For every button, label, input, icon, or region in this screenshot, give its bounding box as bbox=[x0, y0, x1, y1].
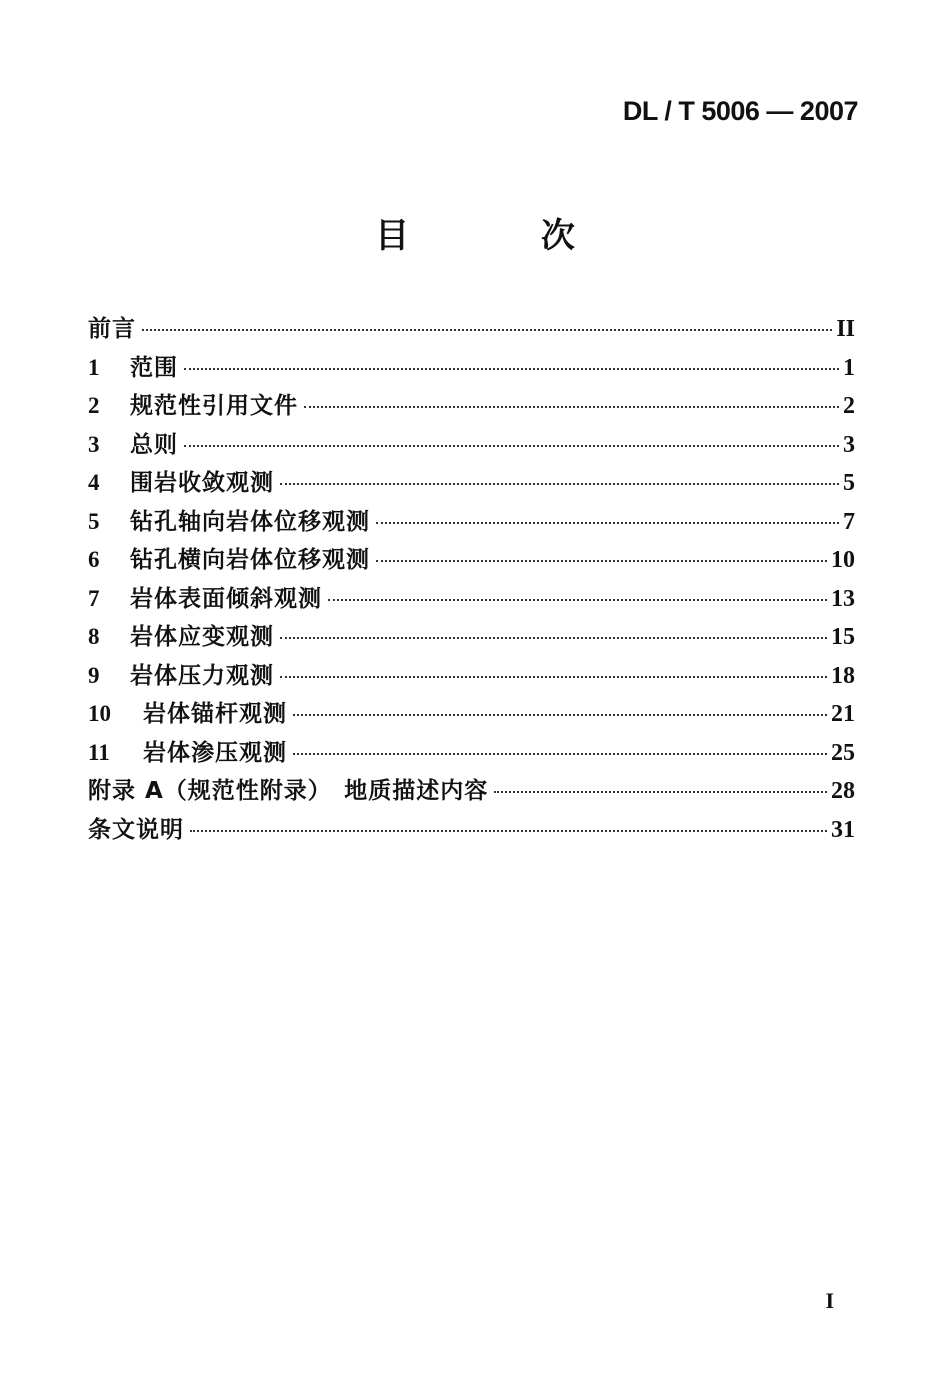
dot-leader bbox=[293, 714, 827, 716]
toc-entry-explanation[interactable] bbox=[88, 811, 855, 850]
toc-entry-number: 4 bbox=[88, 470, 100, 495]
toc-entry-number: 10 bbox=[88, 701, 111, 726]
toc-entry-number: 7 bbox=[88, 585, 100, 611]
toc-entry-number: 11 bbox=[88, 739, 110, 765]
toc-entry-8[interactable] bbox=[88, 618, 855, 657]
page-number: I bbox=[825, 1288, 834, 1313]
dot-leader bbox=[304, 406, 839, 408]
dot-leader bbox=[184, 445, 839, 447]
toc-entry-label: 岩体压力观测 bbox=[130, 662, 274, 689]
toc-entry-number: 3 bbox=[88, 431, 100, 457]
dot-leader bbox=[190, 830, 827, 832]
toc-entry-page: II bbox=[836, 316, 855, 342]
toc-entry-label: 围岩收敛观测 bbox=[130, 470, 274, 496]
table-of-contents bbox=[88, 310, 855, 849]
toc-entry-appendix-a[interactable] bbox=[88, 772, 855, 811]
toc-entry-page: 3 bbox=[843, 431, 855, 458]
toc-entry-number: 1 bbox=[88, 354, 100, 380]
toc-entry-label: 总则 bbox=[130, 431, 178, 458]
toc-entry-2[interactable] bbox=[88, 387, 855, 426]
dot-leader bbox=[142, 329, 832, 331]
toc-entry-10[interactable] bbox=[88, 695, 855, 734]
toc-entry-number: 2 bbox=[88, 393, 100, 418]
toc-entry-label: 岩体应变观测 bbox=[130, 624, 274, 650]
toc-entry-label: 前言 bbox=[88, 316, 136, 342]
toc-entry-page: 10 bbox=[831, 547, 855, 573]
toc-entry-page: 1 bbox=[843, 354, 855, 381]
toc-entry-number: 6 bbox=[88, 547, 100, 572]
dot-leader bbox=[494, 791, 827, 793]
dot-leader bbox=[280, 483, 839, 485]
toc-entry-number: 5 bbox=[88, 508, 100, 534]
toc-entry-3[interactable] bbox=[88, 426, 855, 465]
toc-entry-page: 18 bbox=[831, 662, 855, 689]
dot-leader bbox=[184, 368, 839, 370]
toc-entry-label: 钻孔横向岩体位移观测 bbox=[130, 547, 370, 573]
toc-entry-11[interactable] bbox=[88, 734, 855, 773]
dot-leader bbox=[293, 753, 827, 755]
toc-entry-label: 范围 bbox=[130, 354, 178, 381]
toc-entry-page: 5 bbox=[843, 470, 855, 496]
toc-entry-label: 岩体渗压观测 bbox=[143, 739, 287, 766]
toc-entry-label: 钻孔轴向岩体位移观测 bbox=[130, 508, 370, 535]
toc-entry-4[interactable] bbox=[88, 464, 855, 503]
toc-entry-9[interactable] bbox=[88, 657, 855, 696]
toc-entry-label: 条文说明 bbox=[88, 816, 184, 843]
toc-entry-number: 9 bbox=[88, 662, 100, 688]
toc-entry-page: 31 bbox=[831, 816, 855, 843]
toc-entry-5[interactable] bbox=[88, 503, 855, 542]
page-title: 目 次 bbox=[375, 216, 635, 256]
dot-leader bbox=[376, 560, 827, 562]
toc-entry-label: 岩体锚杆观测 bbox=[143, 701, 287, 727]
toc-entry-6[interactable] bbox=[88, 541, 855, 580]
toc-entry-label: 岩体表面倾斜观测 bbox=[130, 585, 322, 612]
toc-entry-label: 附录 A（规范性附录） 地质描述内容 bbox=[88, 778, 489, 804]
toc-entry-page: 7 bbox=[843, 508, 855, 535]
dot-leader bbox=[280, 637, 827, 639]
toc-entry-page: 2 bbox=[843, 393, 855, 419]
toc-entry-page: 13 bbox=[831, 585, 855, 612]
toc-entry-label: 规范性引用文件 bbox=[130, 393, 298, 419]
toc-entry-page: 25 bbox=[831, 739, 855, 766]
toc-entry-7[interactable] bbox=[88, 580, 855, 619]
toc-entry-page: 21 bbox=[831, 701, 855, 727]
toc-entry-1[interactable] bbox=[88, 349, 855, 388]
dot-leader bbox=[328, 599, 827, 601]
toc-entry-number: 8 bbox=[88, 624, 100, 649]
dot-leader bbox=[280, 676, 827, 678]
toc-entry-page: 15 bbox=[831, 624, 855, 650]
standard-number: DL / T 5006 — 2007 bbox=[622, 96, 858, 126]
dot-leader bbox=[376, 522, 839, 524]
toc-entry-foreword[interactable] bbox=[88, 310, 855, 349]
toc-entry-page: 28 bbox=[831, 778, 855, 804]
